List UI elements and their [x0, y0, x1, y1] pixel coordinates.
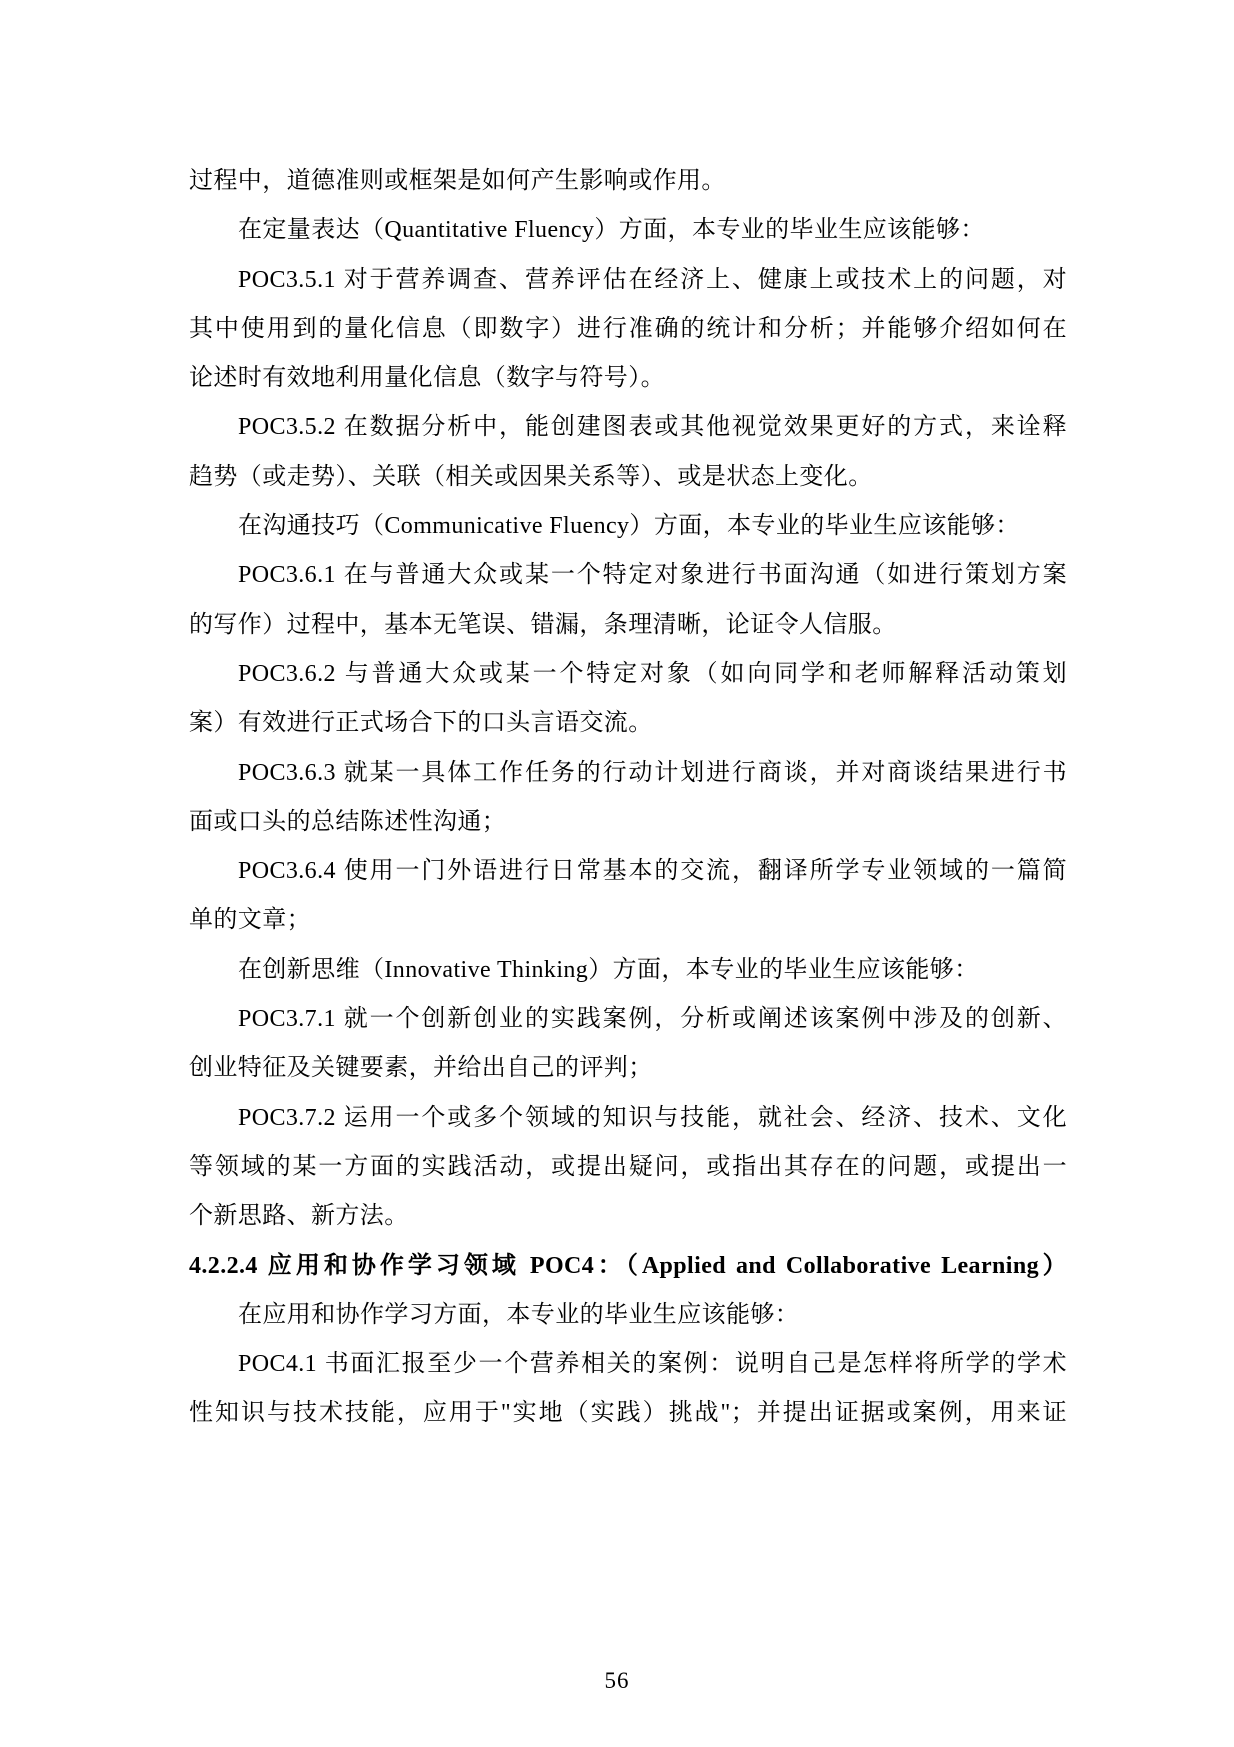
doc-line: 在定量表达（Quantitative Fluency）方面，本专业的毕业生应该能够： — [238, 217, 985, 244]
doc-line: 创业特征及关键要素，并给出自己的评判； — [189, 1055, 653, 1082]
doc-line-poc3-6-3: POC3.6.3 就某一具体工作任务的行动计划进行商谈，并对商谈结果进行书 — [238, 759, 1067, 786]
doc-line-poc3-6-4: POC3.6.4 使用一门外语进行日常基本的交流，翻译所学专业领域的一篇简 — [238, 858, 1067, 885]
doc-line: 性知识与技术技能，应用于"实地（实践）挑战"；并提出证据或案例，用来证 — [189, 1400, 1067, 1427]
doc-line: 等领域的某一方面的实践活动，或提出疑问，或指出其存在的问题，或提出一 — [189, 1153, 1067, 1180]
doc-line: 趋势（或走势）、关联（相关或因果关系等）、或是状态上变化。 — [189, 463, 873, 490]
doc-line-poc3-6-2: POC3.6.2 与普通大众或某一个特定对象（如向同学和老师解释活动策划 — [238, 660, 1067, 687]
doc-line: 单的文章； — [189, 907, 311, 934]
doc-line: 面或口头的总结陈述性沟通； — [189, 808, 507, 835]
doc-line: 在创新思维（Innovative Thinking）方面，本专业的毕业生应该能够： — [238, 956, 979, 983]
doc-line-poc3-7-2: POC3.7.2 运用一个或多个领域的知识与技能，就社会、经济、技术、文化 — [238, 1104, 1067, 1131]
doc-line-poc3-6-1: POC3.6.1 在与普通大众或某一个特定对象进行书面沟通（如进行策划方案 — [238, 562, 1067, 589]
doc-line-poc3-5-1: POC3.5.1 对于营养调查、营养评估在经济上、健康上或技术上的问题，对 — [238, 266, 1067, 293]
doc-line-poc3-7-1: POC3.7.1 就一个创新创业的实践案例，分析或阐述该案例中涉及的创新、 — [238, 1006, 1067, 1033]
doc-line: 的写作）过程中，基本无笔误、错漏，条理清晰，论证令人信服。 — [189, 611, 897, 638]
doc-line: 过程中，道德准则或框架是如何产生影响或作用。 — [189, 168, 726, 194]
doc-line: 案）有效进行正式场合下的口头言语交流。 — [189, 710, 653, 737]
section-heading-4-2-2-4: 4.2.2.4 应用和协作学习领域 POC4：（Applied and Collaborative Learning） — [189, 1252, 1067, 1279]
page-number: 56 — [604, 1668, 630, 1693]
doc-line: 其中使用到的量化信息（即数字）进行准确的统计和分析；并能够介绍如何在 — [189, 315, 1067, 342]
doc-line: 在应用和协作学习方面，本专业的毕业生应该能够： — [238, 1301, 800, 1328]
document-body — [189, 157, 1067, 1439]
doc-line: 个新思路、新方法。 — [189, 1203, 409, 1230]
doc-line-poc3-5-2: POC3.5.2 在数据分析中，能创建图表或其他视觉效果更好的方式，来诠释 — [238, 414, 1067, 441]
doc-line-poc4-1: POC4.1 书面汇报至少一个营养相关的案例：说明自己是怎样将所学的学术 — [238, 1351, 1067, 1378]
doc-line: 在沟通技巧（Communicative Fluency）方面，本专业的毕业生应该能够： — [238, 513, 1020, 540]
doc-line: 论述时有效地利用量化信息（数字与符号）。 — [189, 365, 665, 392]
